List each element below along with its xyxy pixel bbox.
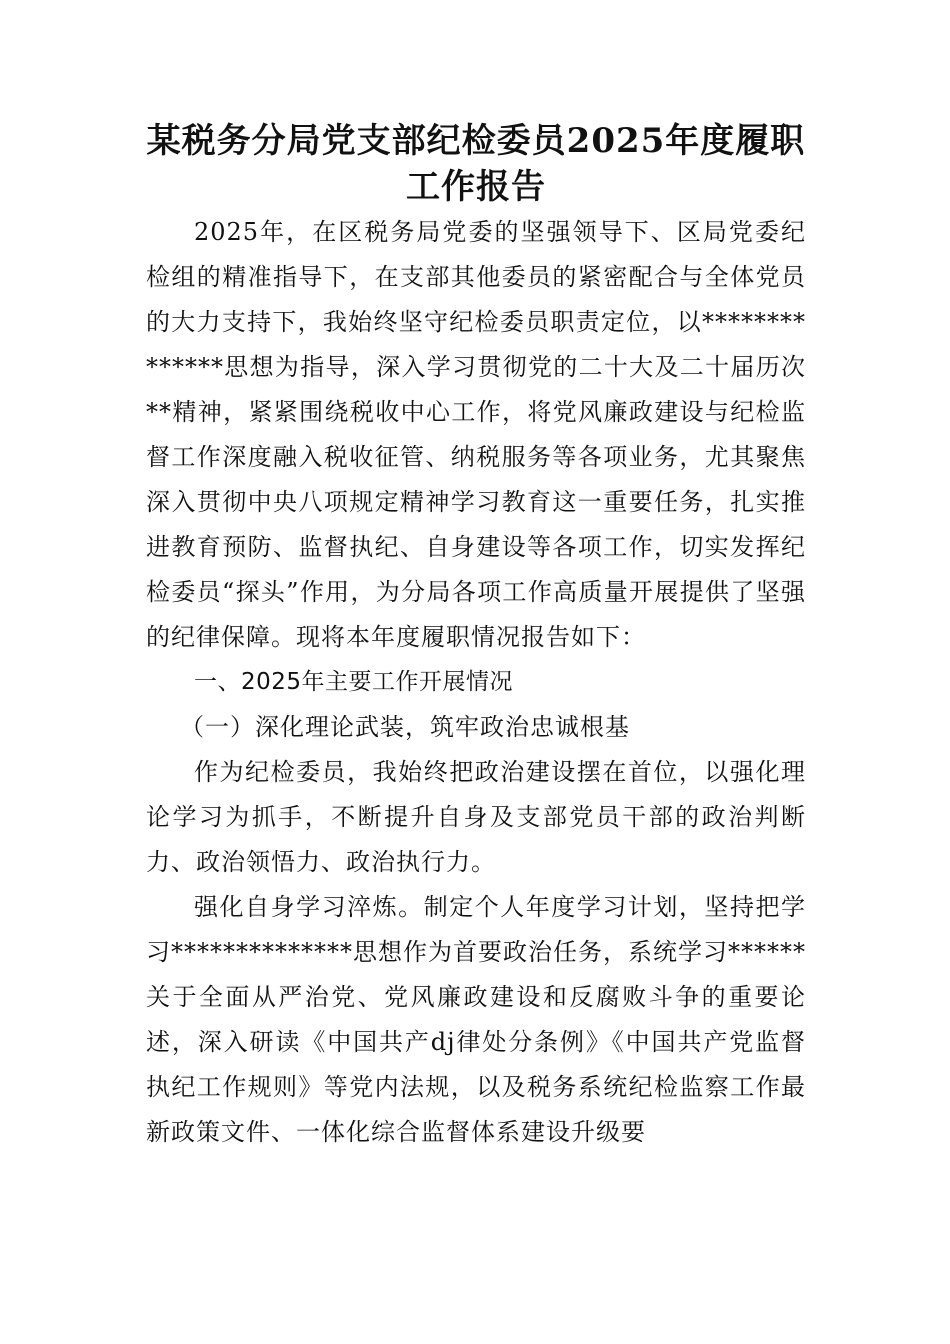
- intro-paragraph: 2025年，在区税务局党委的坚强领导下、区局党委纪检组的精准指导下，在支部其他委员的紧密配合与全体党员的大力支持下，我始终坚守纪检委员职责定位，以**************思想为指导，深入学习贯彻党的二十大及二十届历次**精神，紧紧围绕税收中心工作，将党风廉政建设与纪检监督工作深度融入税收征管、纳税服务等各项业务，尤其聚焦深入贯彻中央八项规定精神学习教育这一重要任务，扎实推进教育预防、监督执纪、自身建设等各项工作，切实发挥纪检委员“探头”作用，为分局各项工作高质量开展提供了坚强的纪律保障。现将本年度履职情况报告如下：: [146, 218, 806, 651]
- subsection-heading-text: （一）深化理论武装，筑牢政治忠诚根基: [180, 713, 630, 741]
- document-title: 某税务分局党支部纪检委员2025年度履职工作报告: [146, 121, 806, 207]
- document-page: [146, 118, 806, 1155]
- body-paragraph: 作为纪检委员，我始终把政治建设摆在首位，以强化理论学习为抓手，不断提升自身及支部党员干部的政治判断力、政治领悟力、政治执行力。: [146, 758, 806, 876]
- subsection-heading: [146, 705, 806, 750]
- section-heading: 一、2025年主要工作开展情况: [194, 669, 514, 695]
- body-paragraph: 强化自身学习淬炼。制定个人年度学习计划，坚持把学习**************思想作为首要政治任务，系统学习******关于全面从严治党、党风廉政建设和反腐败斗争的重要论述，深入研读《中国共产dj律处分条例》《中国共产党监督执纪工作规则》等党内法规，以及税务系统纪检监察工作最新政策文件、一体化综合监督体系建设升级要: [146, 893, 806, 1146]
